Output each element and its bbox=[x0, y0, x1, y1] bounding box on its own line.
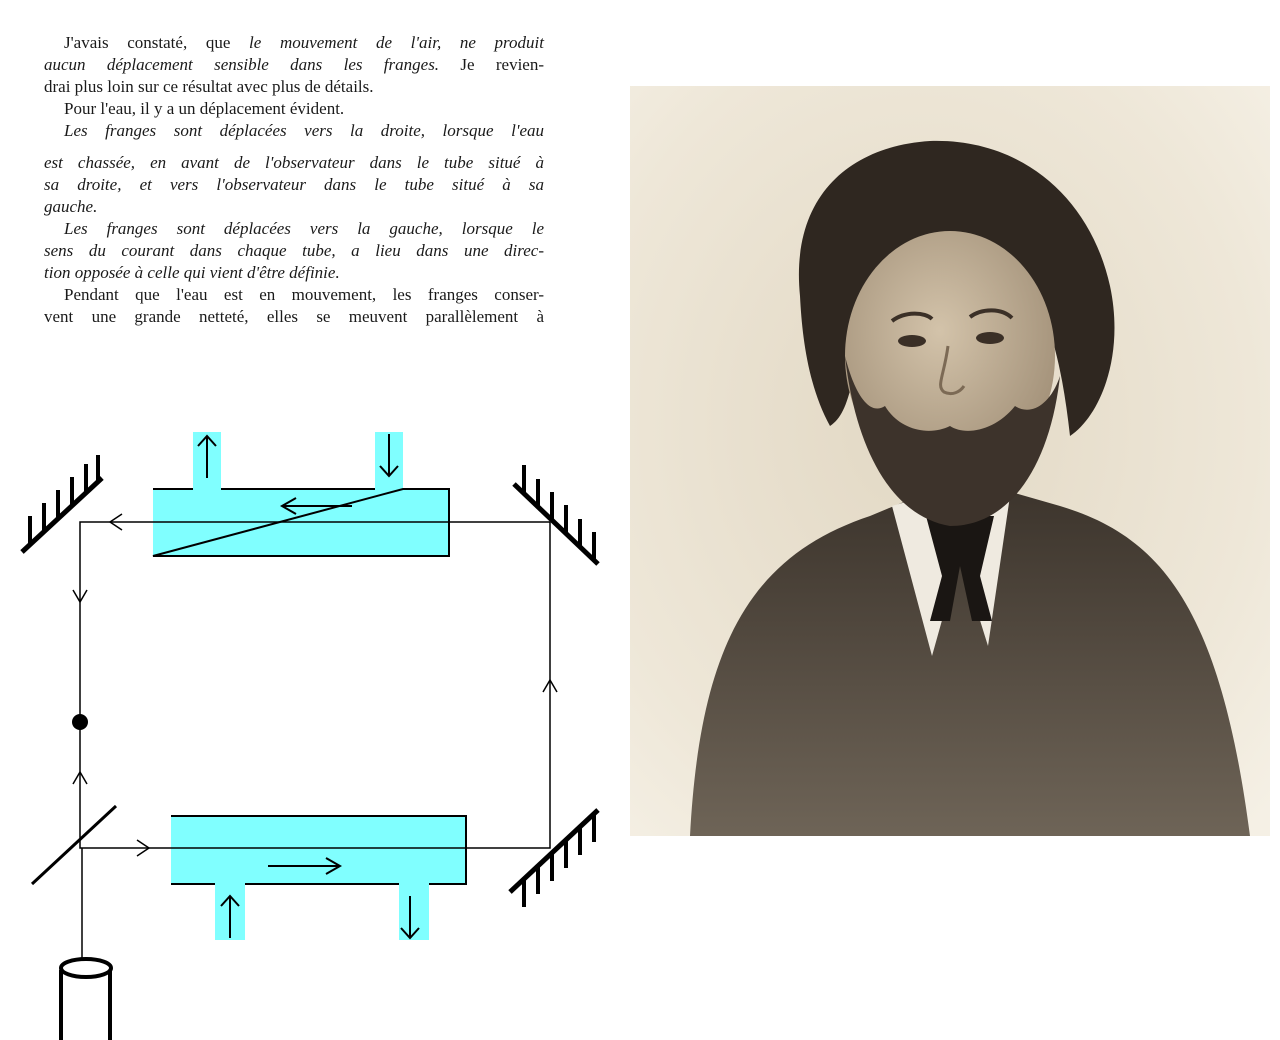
water-tubes bbox=[153, 432, 466, 940]
beam-splitter bbox=[32, 806, 116, 884]
text-line: sa droite, et vers l'observateur dans le tube situé à sa bbox=[44, 175, 544, 194]
text-line: sens du courant dans chaque tube, a lieu dans une direc- bbox=[44, 241, 544, 260]
light-path bbox=[73, 514, 557, 960]
text-excerpt bbox=[44, 32, 544, 328]
text-line: Les franges sont déplacées vers la gauche, lorsque le bbox=[64, 219, 544, 238]
left-eye bbox=[898, 335, 926, 347]
text-line: Les franges sont déplacées vers la droite, lorsque l'eau bbox=[64, 121, 544, 140]
text-line: gauche. bbox=[44, 197, 98, 216]
text-line: aucun déplacement sensible dans les franges. Je revien- bbox=[44, 55, 544, 74]
text-line: J'avais constaté, que le mouvement de l'air, ne produit bbox=[64, 33, 544, 52]
text-line: Pendant que l'eau est en mouvement, les franges conser- bbox=[64, 285, 544, 304]
mirror-top-right bbox=[514, 484, 598, 564]
text-line: tion opposée à celle qui vient d'être définie. bbox=[44, 263, 340, 282]
telescope bbox=[61, 959, 111, 1040]
text-line: est chassée, en avant de l'observateur dans le tube situé à bbox=[44, 153, 544, 172]
mirror-top-left bbox=[22, 478, 102, 552]
lower-tube bbox=[171, 816, 466, 884]
text-line: Pour l'eau, il y a un déplacement évident. bbox=[64, 99, 345, 118]
text-line: vent une grande netteté, elles se meuvent parallèlement à bbox=[44, 307, 544, 326]
portrait-photo bbox=[630, 86, 1270, 836]
interferometer-diagram bbox=[0, 420, 620, 1040]
right-eye bbox=[976, 332, 1004, 344]
text-line: drai plus loin sur ce résultat avec plus de détails. bbox=[44, 77, 374, 96]
light-source-dot bbox=[72, 714, 88, 730]
